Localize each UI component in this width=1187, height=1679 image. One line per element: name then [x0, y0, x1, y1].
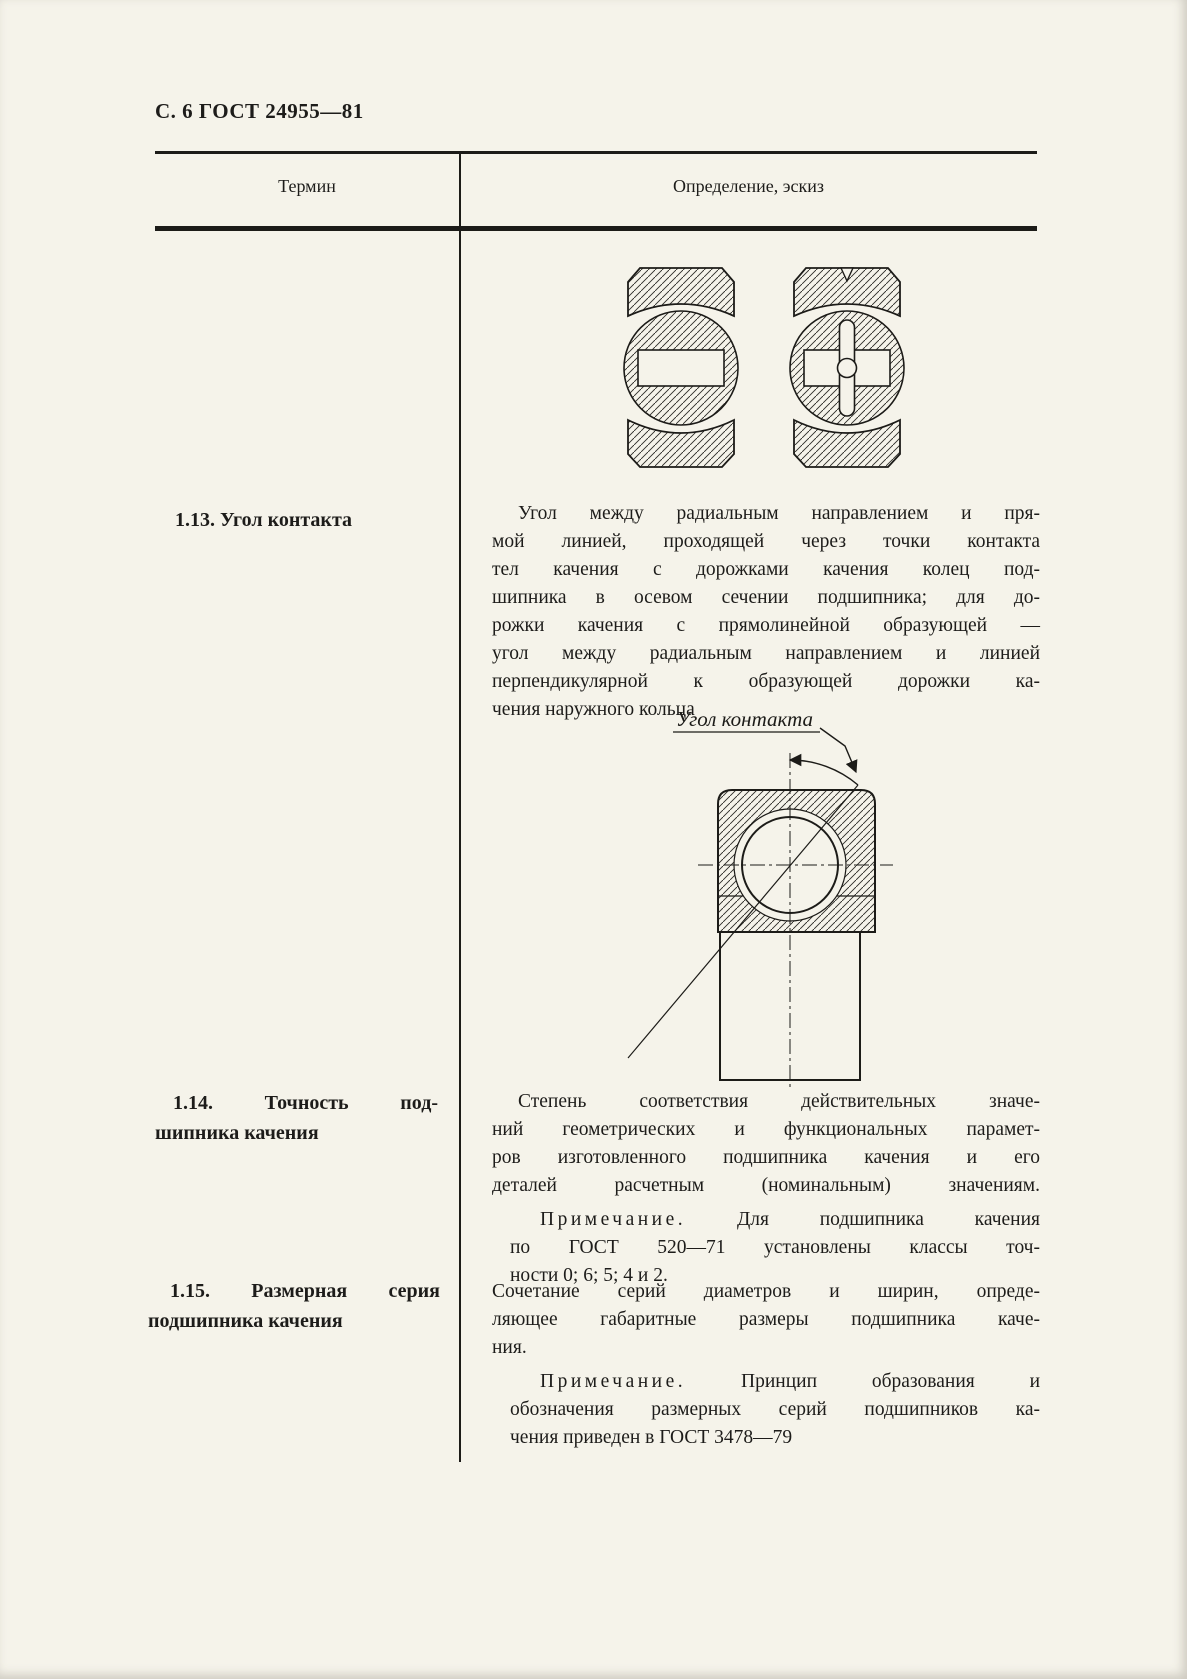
note-1-15 [492, 1368, 1040, 1452]
note-label: Примечание. [540, 1209, 687, 1230]
text-line: шипника в осевом сечении подшипника; для до- [492, 587, 1040, 608]
term-text: 1.13. Угол контакта [175, 509, 353, 531]
table-top-rule [155, 151, 1037, 154]
text-line [492, 1206, 1040, 1234]
note-text: Принцип образования и [741, 1371, 1041, 1392]
spherical-bearing-right [790, 268, 904, 467]
text-line: чения наружного кольца [492, 699, 695, 720]
term-1-14 [155, 1088, 438, 1148]
text-line: обозначения размерных серий подшипников ка- [510, 1399, 1040, 1420]
spherical-bearing-left [624, 268, 738, 467]
text-line: по ГОСТ 520—71 установлены классы точ- [510, 1237, 1040, 1258]
term-text: шипника качения [155, 1122, 319, 1144]
contact-angle-label: Угол контакта [676, 707, 813, 731]
contact-angle-diagram [548, 698, 968, 1098]
term-text: подшипника качения [148, 1310, 343, 1332]
text-line: Угол между радиальным направлением и пря- [518, 503, 1040, 524]
text-line: мой линией, проходящей через точки контакта [492, 531, 1040, 552]
lubrication-hole [838, 359, 857, 378]
text-line: Степень соответствия действительных значе- [518, 1091, 1040, 1112]
text-line: тел качения с дорожками качения колец под- [492, 559, 1040, 580]
term-text: 1.14. Точность под- [173, 1092, 438, 1114]
page-header: С. 6 ГОСТ 24955—81 [155, 99, 364, 123]
text-line [492, 1368, 1040, 1396]
text-line: перпендикулярной к образующей дорожки ка- [492, 671, 1040, 692]
table-header-rule [155, 226, 1037, 231]
term-text: 1.15. Размерная серия [170, 1280, 440, 1302]
definition-1-14 [492, 1088, 1040, 1200]
text-line: рожки качения с прямолинейной образующей — [492, 615, 1040, 636]
term-1-15 [148, 1276, 440, 1336]
col-header-term: Термин [278, 176, 336, 196]
note-text: Для подшипника качения [736, 1209, 1041, 1230]
text-line: ров изготовленного подшипника качения и его [492, 1147, 1040, 1168]
text-line: ляющее габаритные размеры подшипника каче- [492, 1309, 1040, 1330]
term-1-13 [175, 505, 445, 535]
text-line: ний геометрических и функциональных парамет- [492, 1119, 1040, 1140]
note-label: Примечание. [540, 1371, 687, 1392]
text-line: угол между радиальным направлением и линией [492, 643, 1040, 664]
text-line: ности 0; 6; 5; 4 и 2. [510, 1265, 668, 1286]
text-line: чения приведен в ГОСТ 3478—79 [510, 1427, 793, 1448]
text-line: деталей расчетным (номинальным) значениям. [492, 1175, 1040, 1196]
text-line: Сочетание серий диаметров и ширин, опреде- [492, 1281, 1040, 1302]
col-header-definition: Определение, эскиз [673, 176, 824, 196]
spherical-bearing-diagram [620, 256, 912, 488]
text-line: ния. [492, 1337, 527, 1358]
definition-1-13 [492, 500, 1040, 724]
definition-1-15 [492, 1278, 1040, 1362]
angle-arc [790, 760, 858, 785]
column-divider [459, 151, 461, 1462]
